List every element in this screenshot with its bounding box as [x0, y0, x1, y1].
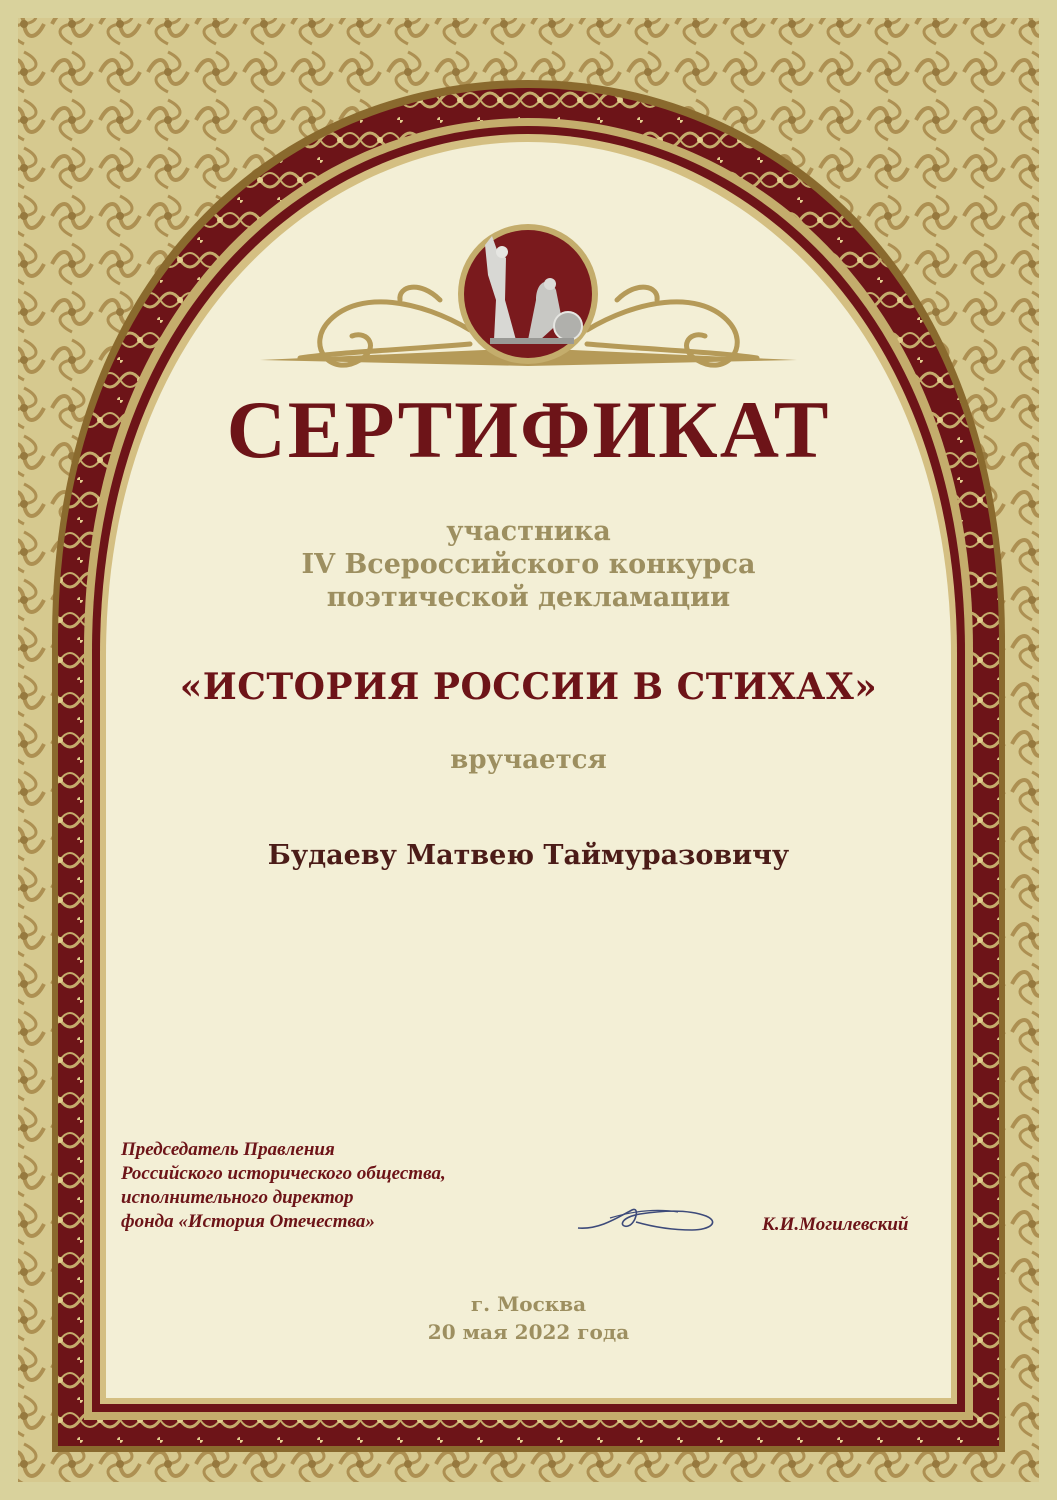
issue-date: 20 мая 2022 года: [427, 1320, 630, 1344]
recipient-name: Будаеву Матвею Таймуразовичу: [267, 840, 790, 871]
issue-city: г. Москва: [470, 1292, 587, 1316]
position-line-4: фонда «История Отечества»: [121, 1211, 375, 1232]
certificate-title: СЕРТИФИКАТ: [226, 384, 831, 475]
signatory-position: [121, 1138, 561, 1234]
subtitle-line-1: участника: [446, 516, 611, 547]
emblem-icon: [458, 224, 598, 364]
contest-name: «ИСТОРИЯ РОССИИ В СТИХАХ»: [179, 666, 878, 708]
position-line-2: Российского исторического общества,: [121, 1163, 446, 1184]
awarded-text: вручается: [450, 745, 607, 775]
position-line-1: Председатель Правления: [121, 1139, 335, 1160]
subtitle-line-2: IV Всероссийского конкурса: [301, 549, 756, 580]
signatory-name: К.И.Могилевский: [762, 1214, 909, 1235]
subtitle-line-3: поэтической декламации: [326, 582, 731, 613]
position-line-3: исполнительного директор: [121, 1187, 354, 1208]
signature-icon: [570, 1196, 730, 1246]
